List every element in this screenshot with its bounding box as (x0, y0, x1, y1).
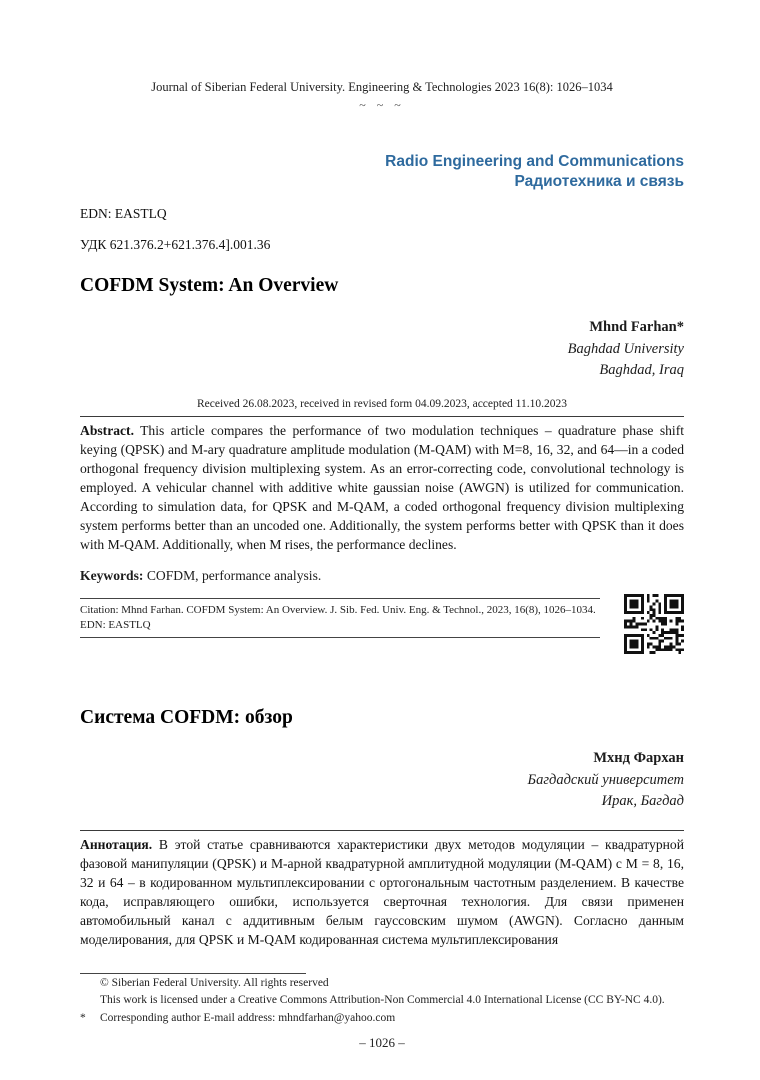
page-number: – 1026 – (359, 1035, 405, 1051)
received-dates: Received 26.08.2023, received in revised form 04.09.2023, accepted 11.10.2023 (196, 397, 568, 410)
journal-running-head: Journal of Siberian Federal University. Engineering & Technologies 2023 16(8): 1026–1034 (151, 80, 613, 94)
rule-above-annotation (80, 830, 684, 831)
abstract-label-en: Abstract. (80, 422, 134, 438)
keywords-line (80, 567, 684, 585)
abstract-text-en: This article compares the performance of two modulation techniques – quadrature phase shift keying (QPSK) and M-ary quadrature amplitude modulation (M-QAM) with M=8, 16, 32, and 64—in a coded orthogonal frequency division multiplexing system. As an error-correcting code, convolutional technology is employed. A vehicular channel with additive white gaussian noise (AWGN) is utilized for communication. According to simulation data, for QPSK and M-QAM, a coded orthogonal frequency division multiplexing system performs better than an uncoded one. Additionally, the system performs better with QPSK than it does with M-QAM. Additionally, when M rises, the performance declines. (80, 422, 684, 552)
author-affiliation-ru: Багдадский университет (527, 771, 684, 788)
article-title-en: COFDM System: An Overview (80, 275, 339, 296)
author-location-en: Baghdad, Iraq (599, 362, 684, 378)
footnote-separator (80, 973, 306, 974)
license-line: This work is licensed under a Creative Commons Attribution-Non Commercial 4.0 International License (CC BY-NC 4.0). (100, 994, 665, 1007)
article-title-ru: Система COFDM: обзор (80, 707, 293, 729)
keywords-label: Keywords: (80, 568, 144, 584)
author-affiliation-en: Baghdad University (567, 340, 684, 357)
author-name-en: Mhnd Farhan* (589, 319, 684, 335)
author-name-ru: Мхнд Фархан (593, 750, 684, 767)
abstract-en (80, 421, 684, 554)
section-heading (80, 152, 684, 192)
footnote-marker: * (80, 1011, 86, 1024)
udk-code: УДК 621.376.2+621.376.4].001.36 (80, 237, 271, 252)
rule-above-abstract (80, 416, 684, 417)
keywords-text: COFDM, performance analysis. (143, 568, 322, 584)
abstract-ru (80, 835, 684, 949)
author-block-en (80, 317, 684, 382)
footnote-area (80, 973, 684, 1027)
citation-text: Citation: Mhnd Farhan. COFDM System: An Overview. J. Sib. Fed. Univ. Eng. & Technol., 2023, 16(8), 1026–1034. EDN: EASTLQ (80, 598, 600, 638)
corresponding-author-text: Corresponding author E-mail address: mhndfarhan@yahoo.com (100, 1011, 396, 1024)
abstract-label-ru: Аннотация. (80, 836, 153, 852)
author-block-ru (80, 748, 684, 813)
qr-code-icon (624, 594, 684, 654)
edn-code: EDN: EASTLQ (80, 206, 167, 221)
corresponding-author-line (80, 1010, 684, 1027)
section-title-ru: Радиотехника и связь (514, 173, 684, 190)
tilde-separator: ~ ~ ~ (359, 98, 405, 112)
abstract-text-ru: В этой статье сравниваются характеристики двух методов модуляции – квадратурной фазовой манипуляции (QPSK) и М-арной квадратурной амплитудной модуляции (M-QAM) с М = 8, 16, 32 и 64 – в кодированном мультиплексировании с ортогональным частотным разделением. В качестве кода, исправляющего ошибки, используется сверточная технология. Для связи применен автомобильный канал с аддитивным белым гауссовским шумом (AWGN). Согласно данным моделирования, для QPSK и M-QAM кодированная система мультиплексирования (80, 836, 684, 947)
citation-block (80, 598, 684, 660)
copyright-line: © Siberian Federal University. All rights reserved (100, 976, 329, 989)
author-location-ru: Ирак, Багдад (601, 793, 684, 810)
section-title-en: Radio Engineering and Communications (385, 153, 684, 170)
